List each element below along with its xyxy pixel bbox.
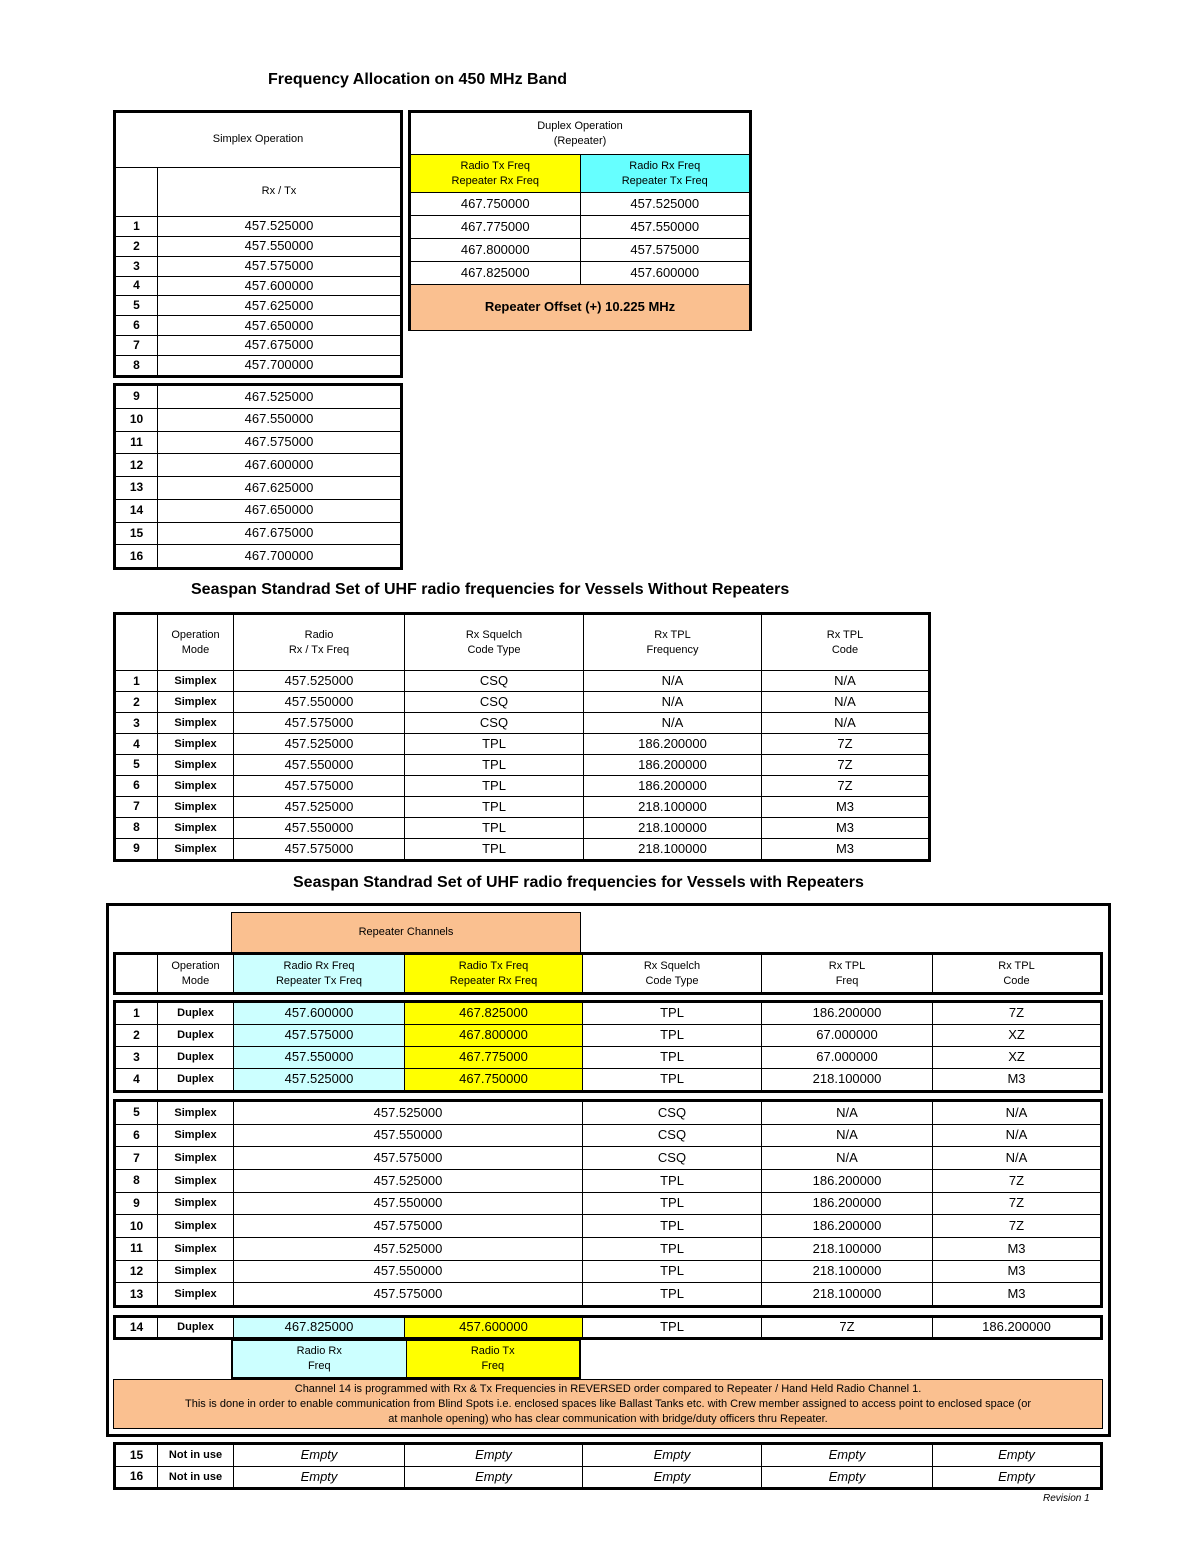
channel-14-table: [113, 1315, 1103, 1340]
duplex-header: Duplex Operation (Repeater): [411, 113, 750, 155]
table-row: 8 Simplex 457.525000 TPL 186.200000 7Z: [116, 1169, 1101, 1192]
table-row: 10 Simplex 457.575000 TPL 186.200000 7Z: [116, 1215, 1101, 1238]
repeater-offset: Repeater Offset (+) 10.225 MHz: [411, 285, 750, 331]
with-simplex-table: [113, 1099, 1103, 1308]
table-row: 467.800000 457.575000: [411, 239, 750, 262]
section-title-with-repeaters: Seaspan Standrad Set of UHF radio frequencies for Vessels with Repeaters: [293, 874, 864, 891]
table-row: 5 457.625000: [116, 296, 401, 316]
table-row: 7 Simplex 457.575000 CSQ N/A N/A: [116, 1147, 1101, 1170]
table-row: 4 457.600000: [116, 276, 401, 296]
table-row: 3 457.575000: [116, 256, 401, 276]
table-row: 2 Duplex 457.575000 467.800000 TPL 67.000000 XZ: [116, 1025, 1101, 1047]
table-row: 9 Simplex 457.575000 TPL 218.100000 M3: [116, 838, 929, 859]
table-row: 16 Not in use Empty Empty Empty Empty Empty: [116, 1466, 1101, 1488]
table-row: 16 467.700000: [116, 545, 401, 568]
table-row: 3 Duplex 457.550000 467.775000 TPL 67.000000 XZ: [116, 1047, 1101, 1069]
section-title-without-repeaters: Seaspan Standrad Set of UHF radio frequencies for Vessels Without Repeaters: [191, 581, 790, 598]
table-row: 4 Simplex 457.525000 TPL 186.200000 7Z: [116, 734, 929, 755]
simplex-table: [113, 110, 403, 378]
with-repeaters-header: Operation Mode Radio Rx Freq Repeater Tx Freq Radio Tx Freq Repeater Rx Freq Rx Squelch Code Type Rx TPL Freq Rx TPL Code: [113, 952, 1103, 995]
duplex-col-radio-tx: Radio Tx Freq Repeater Rx Freq: [411, 155, 581, 193]
table-row: 6 Simplex 457.550000 CSQ N/A N/A: [116, 1124, 1101, 1147]
table-row: 5 Simplex 457.525000 CSQ N/A N/A: [116, 1102, 1101, 1125]
simplex-header: Simplex Operation: [116, 113, 401, 168]
table-row: 6 Simplex 457.575000 TPL 186.200000 7Z: [116, 776, 929, 797]
duplex-table: [408, 110, 752, 331]
table-row: 5 Simplex 457.550000 TPL 186.200000 7Z: [116, 755, 929, 776]
channel-14-labels: Radio Rx Freq Radio Tx Freq: [231, 1339, 581, 1379]
table-row: 6 457.650000: [116, 316, 401, 336]
repeater-channels-header: Repeater Channels: [231, 912, 581, 952]
table-row: 467.775000 457.550000: [411, 216, 750, 239]
table-row: 3 Simplex 457.575000 CSQ N/A N/A: [116, 713, 929, 734]
page-title: Frequency Allocation on 450 MHz Band: [268, 71, 568, 88]
table-row: 9 Simplex 457.550000 TPL 186.200000 7Z: [116, 1192, 1101, 1215]
table-row: 7 Simplex 457.525000 TPL 218.100000 M3: [116, 797, 929, 818]
table-row: 12 467.600000: [116, 454, 401, 477]
table-row: 9 467.525000: [116, 386, 401, 409]
table-row: 8 Simplex 457.550000 TPL 218.100000 M3: [116, 818, 929, 839]
table-row: 467.750000 457.525000: [411, 193, 750, 216]
table-row: 10 467.550000: [116, 408, 401, 431]
table-row: 467.825000 457.600000: [411, 262, 750, 285]
table-row: 15 Not in use Empty Empty Empty Empty Empty: [116, 1445, 1101, 1467]
channel-14-note: Channel 14 is programmed with Rx & Tx Frequencies in REVERSED order compared to Repeater / Hand Held Radio Channel 1. This is done in order to enable communication from Blind Spots i.e. enclosed spaces like Ballast Tanks etc. with Crew member assigned to access point to enclosed space (or at manhole opening) who has clear communication with bridge/duty officers thru Repeater.: [113, 1379, 1103, 1429]
unused-channels-table: [113, 1442, 1103, 1490]
table-row: 14 467.650000: [116, 499, 401, 522]
table-row: 2 457.550000: [116, 236, 401, 256]
simplex-col-header: Rx / Tx: [158, 167, 401, 216]
table-row: 2 Simplex 457.550000 CSQ N/A N/A: [116, 692, 929, 713]
table-row: 11 467.575000: [116, 431, 401, 454]
revision-label: Revision 1: [1043, 1493, 1090, 1504]
table-row: 13 Simplex 457.575000 TPL 218.100000 M3: [116, 1283, 1101, 1306]
table-row: 13 467.625000: [116, 477, 401, 500]
table-row: 14 Duplex 467.825000 457.600000 TPL 7Z 186.200000: [116, 1318, 1101, 1338]
simplex-table-2: [113, 383, 403, 570]
duplex-col-radio-rx: Radio Rx Freq Repeater Tx Freq: [580, 155, 750, 193]
table-row: 11 Simplex 457.525000 TPL 218.100000 M3: [116, 1237, 1101, 1260]
table-row: 1 Duplex 457.600000 467.825000 TPL 186.200000 7Z: [116, 1003, 1101, 1025]
with-duplex-table: [113, 1000, 1103, 1093]
table-row: 7 457.675000: [116, 336, 401, 356]
table-row: 1 457.525000: [116, 216, 401, 236]
without-repeaters-table: Operation Mode Radio Rx / Tx Freq Rx Squelch Code Type Rx TPL Frequency Rx TPL Code 1 Simplex 457.525000 CSQ N/A N/A 2 Simplex 457.550000 CSQ N/A N/A 3 Simplex 457.575000 CSQ N/A N/A 4 Simplex 457.525000 TPL 186.200000 7Z 5 Simplex 457.550000 TPL 186.200000 7Z 6 Simplex 457.575000 TPL 186.200000 7Z 7 Simplex 457.525000 TPL 218.100000 M3 8 Simplex 457.550000 TPL 218.100000 M3 9 Simplex 457.575000 TPL 218.100000 M3: [113, 612, 931, 862]
table-row: 15 467.675000: [116, 522, 401, 545]
table-row: 4 Duplex 457.525000 467.750000 TPL 218.100000 M3: [116, 1069, 1101, 1091]
table-row: 1 Simplex 457.525000 CSQ N/A N/A: [116, 671, 929, 692]
table-row: 8 457.700000: [116, 356, 401, 376]
table-row: 12 Simplex 457.550000 TPL 218.100000 M3: [116, 1260, 1101, 1283]
